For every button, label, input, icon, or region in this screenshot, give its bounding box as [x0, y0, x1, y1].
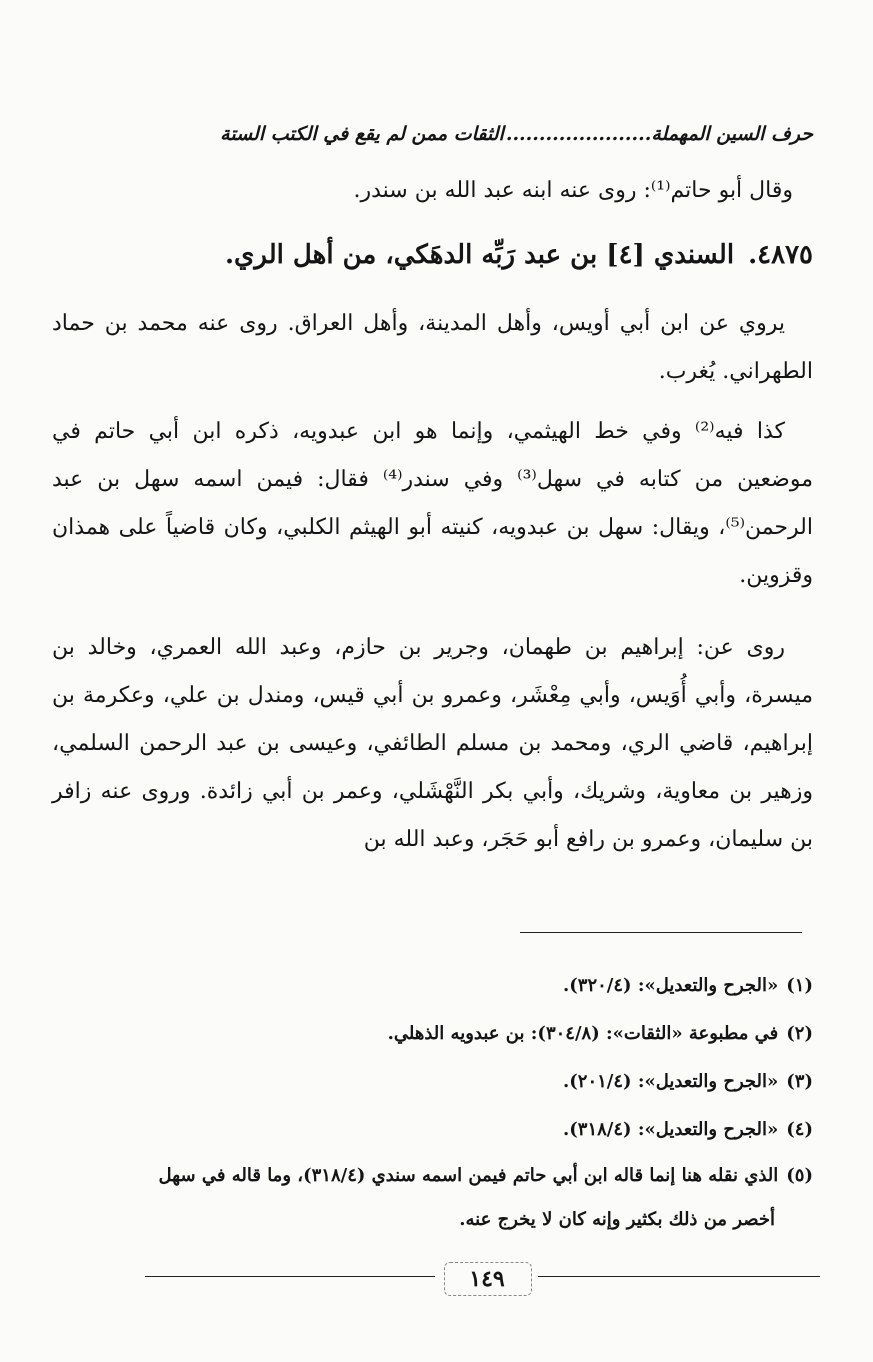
footnote-number: (١) [786, 975, 813, 996]
footnote-number: (٢) [786, 1023, 813, 1044]
footnote-text: «الجرح والتعديل»: (٣٢٠/٤). [562, 975, 779, 996]
footnote [52, 1106, 813, 1154]
continuation-line: وقال أبو حاتم⁽¹⁾: روى عنه ابنه عبد الله بن سندر. [353, 178, 793, 203]
footnote-text: «الجرح والتعديل»: (٢٠١/٤). [562, 1071, 779, 1092]
footnote-text-continuation: أخصر من ذلك بكثير وإنه كان لا يخرج عنه. [459, 1209, 775, 1230]
page-number: ١٤٩ [469, 1266, 505, 1292]
footnote-text: الذي نقله هنا إنما قاله ابن أبي حاتم فيمن اسمه سندي (٣١٨/٤)، وما قاله في سهل [158, 1165, 779, 1186]
footer-rule-right [538, 1276, 820, 1277]
footnote-text: في مطبوعة «الثقات»: (٣٠٤/٨): بن عبدويه الذهلي. [387, 1023, 779, 1044]
footnotes [52, 962, 813, 1242]
footnote [52, 1058, 813, 1106]
footnote [52, 962, 813, 1010]
footer-rule-left [145, 1276, 435, 1277]
footnote-number: (٥) [786, 1165, 813, 1186]
entry-number: ٤٨٧٥. [748, 240, 813, 270]
footnote-text: «الجرح والتعديل»: (٣١٨/٤). [562, 1119, 779, 1140]
header-book-title: الثقات ممن لم يقع في الكتب الستة [220, 123, 504, 145]
body-paragraph: كذا فيه⁽²⁾ وفي خط الهيثمي، وإنما هو ابن عبدويه، ذكره ابن أبي حاتم في موضعين من كتابه في سهل⁽³⁾ وفي سندر⁽⁴⁾ فقال: فيمن اسمه سهل بن عبد الرحمن⁽⁵⁾، ويقال: سهل بن عبدويه، كنيته أبو الهيثم الكلبي، وكان قاضياً على همذان وقزوين. [52, 419, 813, 588]
footnote [52, 1154, 813, 1242]
entry-title: السندي [٤] بن عبد رَبِّه الدهَكي، من أهل الري. [224, 240, 735, 270]
footnote-number: (٤) [786, 1119, 813, 1140]
footnote [52, 1010, 813, 1058]
header-dots: ...................... [505, 123, 652, 145]
footnote-separator [520, 932, 802, 933]
header-chapter: حرف السين المهملة [651, 123, 813, 145]
footnote-number: (٣) [786, 1071, 813, 1092]
body-paragraph: يروي عن ابن أبي أويس، وأهل المدينة، وأهل العراق. روى عنه محمد بن حماد الطهراني. يُغرب. [52, 311, 813, 384]
entry-heading [52, 240, 813, 270]
body-paragraph: روى عن: إبراهيم بن طهمان، وجرير بن حازم، وعبد الله العمري، وخالد بن ميسرة، وأبي أُوَيس، وأبي مِعْشَر، وعمرو بن أبي قيس، ومندل بن علي، وعكرمة بن إبراهيم، قاضي الري، ومحمد بن مسلم الطائفي، وعيسى بن عبد الرحمن السلمي، وزهير بن معاوية، وشريك، وأبي بكر النَّهْشَلي، وعمر بن أبي زائدة. وروى عنه زافر بن سليمان، وعمرو بن رافع أبو حَجَر، وعبد الله بن [52, 635, 813, 852]
running-header [52, 116, 813, 152]
